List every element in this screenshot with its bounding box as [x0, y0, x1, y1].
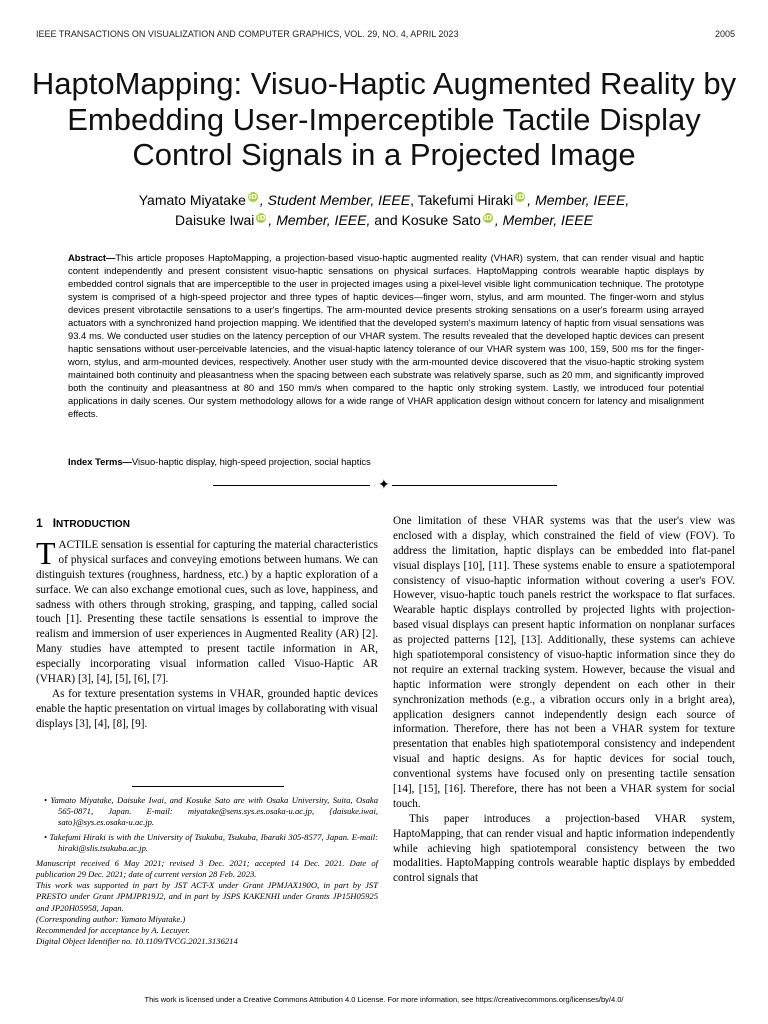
- author-name: Takefumi Hiraki: [417, 192, 514, 208]
- author-role: , Member, IEEE: [494, 212, 593, 229]
- paragraph: This paper introduces a projection-based VHAR system, HaptoMapping, that can render visual and haptic information independently while achieving high spatiotemporal consistency between the two modalities. HaptoMapping controls wearable haptic displays by embedded control signals that: [393, 812, 735, 885]
- affiliation-note: • Takefumi Hiraki is with the University of Tsukuba, Tsukuba, Ibaraki 305-8577, Japan. E-mail: hiraki@slis.tsukuba.ac.jp.: [44, 831, 378, 853]
- section-number: 1: [36, 516, 43, 530]
- corresponding-author: (Corresponding author: Yamato Miyatake.): [36, 913, 186, 924]
- orcid-icon[interactable]: iD: [248, 193, 257, 202]
- divider-ornament: ✦: [378, 477, 390, 493]
- abstract-label: Abstract—: [68, 252, 116, 263]
- author-role: , Member, IEEE,: [527, 192, 630, 208]
- journal-name: IEEE TRANSACTIONS ON VISUALIZATION AND COMPUTER GRAPHICS, VOL. 29, NO. 4, APRIL 2023: [36, 29, 459, 39]
- orcid-icon[interactable]: iD: [516, 193, 525, 202]
- doi-note: Digital Object Identifier no. 10.1109/TVCG.2021.3136214: [36, 936, 238, 947]
- footnotes: [36, 795, 378, 947]
- license-footer: This work is licensed under a Creative Commons Attribution 4.0 License. For more information, see https://creativecommons.org/licenses/by/4.0/: [144, 995, 624, 1004]
- drop-cap: T: [36, 535, 56, 571]
- index-terms-label: Index Terms—: [68, 456, 132, 467]
- author-list: Yamato Miyatake iD , Student Member, IEEE, Takefumi Hiraki iD , Member, IEEE, Daisuke Iwai iD , Member, IEEE, and Kosuke Sato iD , Member, IEEE: [138, 192, 630, 229]
- footnote-rule: [132, 786, 284, 787]
- divider-right: [392, 485, 557, 486]
- orcid-icon[interactable]: iD: [257, 213, 266, 222]
- funding-note: This work was supported in part by JST ACT-X under Grant JPMJAX190O, in part by JST PRESTO under Grant JPMJPR19J2, and in part by JSPS KAKENHI under Grants JP15H05925 and JP20H05958, Japan.: [36, 880, 378, 913]
- index-terms-text: Visuo-haptic display, high-speed projection, social haptics: [131, 456, 371, 467]
- paragraph: [36, 535, 378, 687]
- abstract: [68, 252, 704, 421]
- author-role: , Student Member, IEEE: [259, 192, 411, 208]
- paragraph-text: sensation is essential for capturing the material characteristics of physical surfaces and conveying emotions between humans. We can distinguish textures (roughness, hardness, etc.) by a haptic exploration of a surface. We can also exchange emotional cues, such as love, happiness, and sadness with others through stroking, grasping, and tapping, called social touch [1]. Presenting these tactile sensations is essential to improve the realism and immersion of user experiences in Augmented Reality (AR) [2]. Many studies have attempted to present tactile information in AR, especially incorporating visual information called Visuo-Haptic AR (VHAR) [3], [4], [5], [6], [7].: [36, 539, 378, 686]
- divider-left: [213, 485, 370, 486]
- page-number: 2005: [714, 29, 735, 39]
- author-name: Kosuke Sato: [401, 212, 481, 229]
- author-name: Daisuke Iwai: [175, 212, 255, 229]
- recommended-note: Recommended for acceptance by A. Lecuyer.: [36, 924, 190, 935]
- abstract-text: This article proposes HaptoMapping, a projection-based visuo-haptic augmented reality (VHAR) system, that can render visual and haptic content independently and present consistent visuo-haptic sensations on physical surfaces. HaptoMapping controls wearable haptic displays by embedded control signals that are imperceptible to the user in projected images using a pixel-level visible light communication technique. The prototype system is comprised of a high-speed projector and three types of haptic devices—finger worn, stylus, and arm mounted. The finger-worn and stylus devices present vibrotactile sensations to a user's fingertips. The arm-mounted device presents stroking sensations on a user's forearm using arrayed actuators with a synchronized hand projection mapping. We identified that the developed system's maximum latency of haptic from visual sensations was 93.4 ms. We conducted user studies on the latency perception of our VHAR system. The results revealed that the developed haptic devices can present haptic sensations without user-perceivable latencies, and the visual-haptic latency tolerance of our VHAR system was 100, 159, 500 ms for the finger-worn, stylus, and arm-mounted devices, respectively. Another user study with the arm-mounted device discovered that the visuo-haptic stroking system maintained both continuity and pleasantness when the spacing between each substrate was relatively sparse, such as 20 mm, and significantly improved both the continuity and pleasantness at 80 and 150 mm/s when compared to the haptic only stroking system. Lastly, we introduced four potential applications in daily scenes. Our system methodology allows for a wide range of VHAR application design without concern for latency and misalignment effects.: [68, 252, 704, 419]
- author-name: Yamato Miyatake: [138, 192, 246, 208]
- affiliation-note: • Yamato Miyatake, Daisuke Iwai, and Kosuke Sato are with Osaka University, Suita, Osaka 565-0871, Japan. E-mail: miyatake@sens.sys.es.osaka-u.ac.jp, {daisuke.iwai, sato}@sys.es.osaka-u.ac.jp.: [44, 795, 378, 828]
- small-caps-text: ACTILE: [58, 539, 99, 551]
- section-title-rest: NTRODUCTION: [56, 519, 130, 530]
- right-column: [393, 514, 735, 886]
- running-header: [36, 29, 735, 39]
- index-terms: [68, 456, 704, 469]
- author-role: , Member, IEEE,: [268, 212, 371, 229]
- paragraph: As for texture presentation systems in VHAR, grounded haptic devices enable the haptic presentation on virtual images by collaborating with visual displays [3], [4], [8], [9].: [36, 687, 378, 730]
- manuscript-dates: Manuscript received 6 May 2021; revised 3 Dec. 2021; accepted 14 Dec. 2021. Date of publication 29 Dec. 2021; date of current version 28 Feb. 2023.: [36, 857, 378, 880]
- section-title-initial: I: [52, 516, 57, 530]
- paper-title: HaptoMapping: Visuo-Haptic Augmented Reality by Embedding User-Imperceptible Tactile Display Control Signals in a Projected Image: [31, 66, 737, 173]
- section-heading: [36, 516, 130, 530]
- left-column: [36, 535, 378, 732]
- orcid-icon[interactable]: iD: [483, 213, 492, 222]
- author-conjunction: and: [374, 212, 398, 229]
- paragraph: One limitation of these VHAR systems was that the user's view was enclosed with a display, which constrained the field of view (FOV). To address the limitation, haptic displays can be embedded into flat-panel visual displays [10], [11]. These systems enable to ensure a spatiotemporal consistency of visuo-haptic information without covering a user's FOV. However, visuo-haptic touch panels restrict the workspace to flat surfaces. Wearable haptic displays controlled by projected lights with projection-based visual displays can present haptic information on nonplanar surfaces as projected patterns [12], [13]. Additionally, these systems can achieve high spatiotemporal consistency of visuo-haptic information since they do not require an external tracking system. However, because the visual and haptic information were strongly dependent on each other in their synchronization methods (e.g., a vibration occurs only in a bright area), application designers cannot independently design each source of information. Therefore, there has not been a VHAR system for texture presentation that enables high spatiotemporal consistency and independent visual and haptic designs. As for haptic devices for social touch, conventional systems have focused only on presenting tactile sensation [14], [15], [16]. Therefore, there has not been a VHAR system for social touch.: [393, 515, 735, 810]
